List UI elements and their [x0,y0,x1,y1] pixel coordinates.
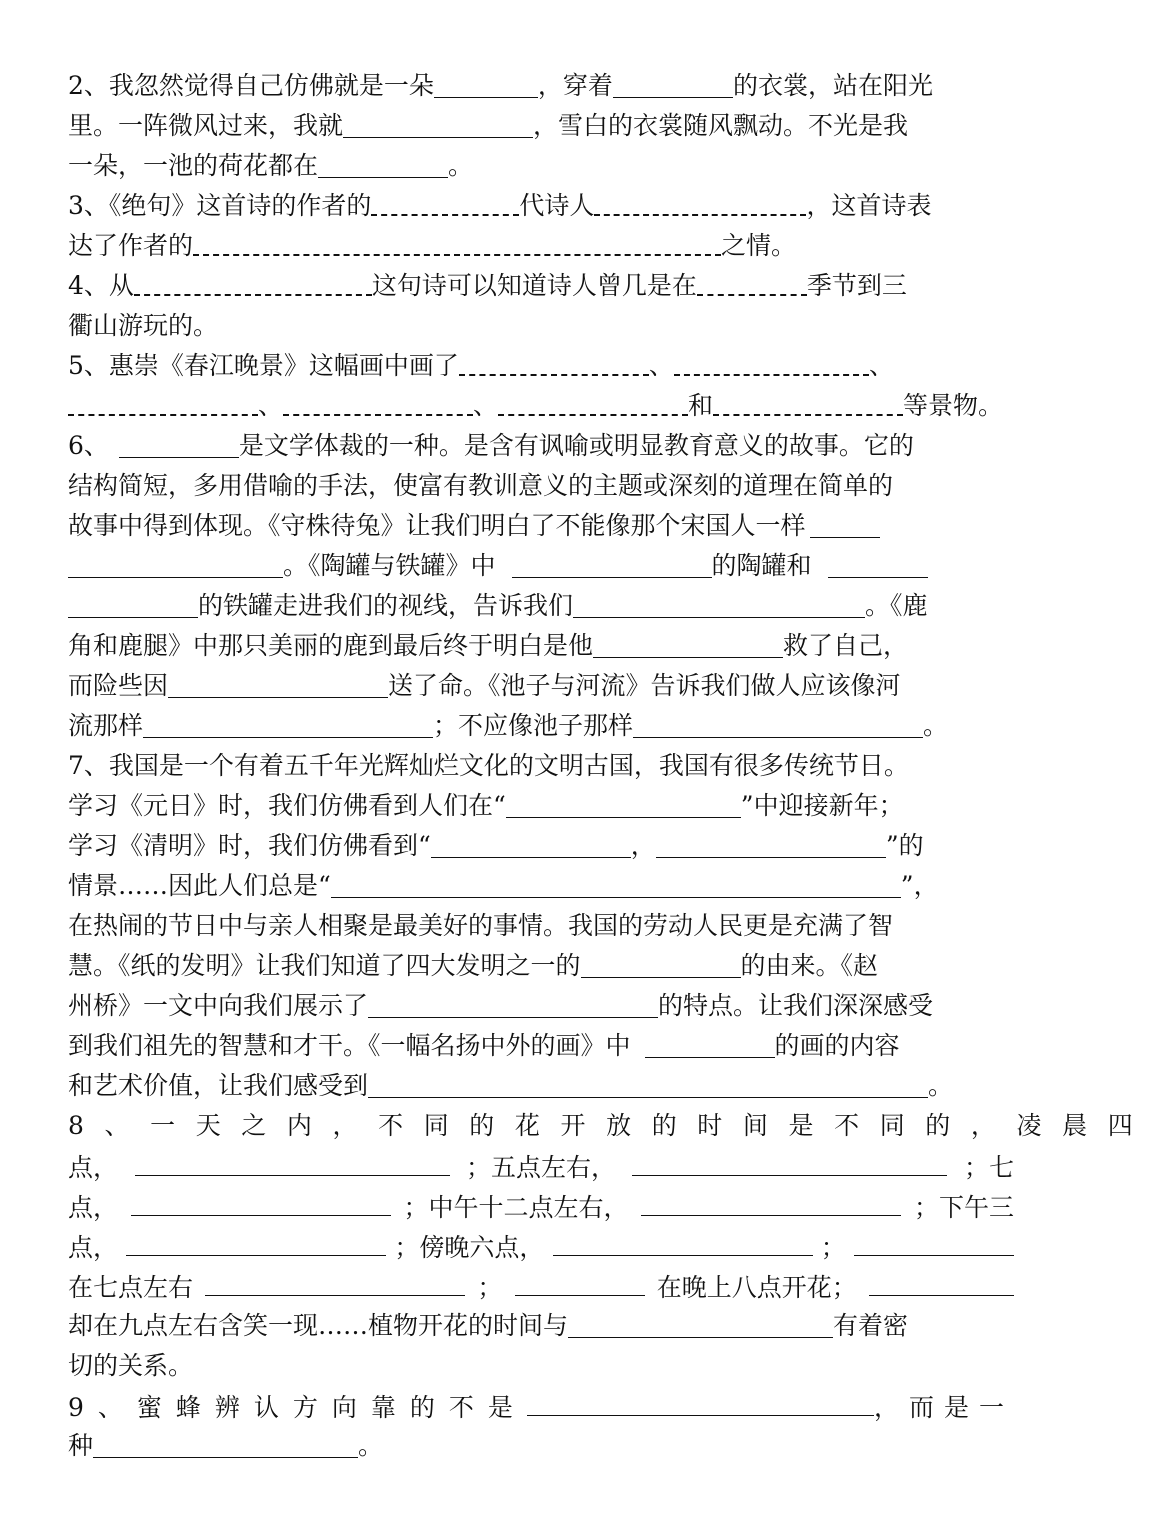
q6-text: 送了命。《池子与河流》告诉我们做人应该像河 [388,671,901,700]
q7-line-7 [68,986,1014,1026]
answer-blank[interactable] [318,148,448,178]
answer-blank[interactable] [368,988,658,1018]
q8-text: ；五点左右， [465,1153,616,1182]
answer-blank[interactable] [434,68,538,98]
q3-text: 达了作者的 [68,231,194,260]
q7-text: 。 [928,1071,954,1100]
answer-blank[interactable] [143,708,433,738]
q9-text: 种 [68,1431,94,1460]
q6-text: 的铁罐走进我们的视线，告诉我们 [198,591,574,620]
q9-line-2 [68,1426,1014,1466]
q8-line-7 [68,1346,1014,1386]
answer-blank[interactable] [134,270,372,296]
q6-text: 结构简短，多用借喻的手法，使富有教训意义的主题或深刻的道理在简单的 [68,471,894,500]
q6-line-2 [68,466,1014,506]
q3-line-2 [68,226,1014,266]
q7-text: 在热闹的节日中与亲人相聚是最美好的事情。我国的劳动人民更是充满了智 [68,911,894,940]
q9-line-1 [68,1386,1014,1426]
q6-text: 是文学体裁的一种。是含有讽喻或明显教育意义的故事。它的 [238,431,914,460]
q2-text: ，穿着 [537,71,613,100]
q4-text: 季节到三 [806,271,907,300]
q2-text: ，雪白的衣裳随风飘动。不光是我 [533,111,909,140]
q8-text: ；下午三 [913,1193,1014,1222]
answer-blank[interactable] [674,350,869,376]
q6-line-1 [68,426,1014,466]
q6-text: 。 [923,711,949,740]
q8-text: 却在九点左右含笑一现……植物开花的时间与 [68,1311,569,1340]
q7-line-4 [68,866,1014,906]
q2-line-1 [68,66,1014,106]
q5-sep: 、 [473,391,499,420]
q5-sep: 、 [868,351,894,380]
q6-line-5 [68,586,1014,626]
q7-text: 学习《清明》时，我们仿佛看到“ [68,831,431,860]
q4-line-2 [68,306,1014,346]
q7-text: 7、我国是一个有着五千年光辉灿烂文化的文明古国，我国有很多传统节日。 [68,751,909,780]
q7-text: ”的 [885,831,924,860]
q7-text: 的画的内容 [774,1031,900,1060]
q5-line-1 [68,346,1014,386]
q2-text: 。 [448,151,474,180]
q5-and: 和 [688,391,714,420]
answer-blank[interactable] [869,1266,1014,1296]
q4-text: 衢山游玩的。 [68,311,219,340]
q8-text: 在晚上八点开花； [656,1273,857,1302]
q3-text: 3、《绝句》这首诗的作者的 [68,191,372,220]
q8-line-3 [68,1186,1014,1226]
q7-line-8 [68,1026,1014,1066]
q5-sep: 、 [648,351,674,380]
answer-blank[interactable] [713,390,903,416]
q3-line-1 [68,186,1014,226]
q7-text: 和艺术价值，让我们感受到 [68,1071,369,1100]
answer-blank[interactable] [527,1386,874,1416]
q6-line-4 [68,546,1014,586]
q8-line-2 [68,1146,1014,1186]
answer-blank[interactable] [135,1146,450,1176]
q9-text: ，而是一 [873,1393,1014,1422]
q6-line-3 [68,506,1014,546]
q5-line-2 [68,386,1014,426]
answer-blank[interactable] [205,1266,465,1296]
answer-blank[interactable] [581,948,741,978]
q5-sep: 、 [258,391,284,420]
q8-text: ；七 [963,1153,1014,1182]
q8-text: 切的关系。 [68,1351,194,1380]
q7-text: 慧。《纸的发明》让我们知道了四大发明之一的 [68,951,581,980]
q8-text: ；中午十二点左右， [403,1193,629,1222]
answer-blank[interactable] [573,588,865,618]
q8-line-6 [68,1306,1014,1346]
q7-text: 到我们祖先的智慧和才干。《一幅名扬中外的画》中 [68,1031,631,1060]
answer-blank[interactable] [193,230,721,256]
answer-blank[interactable] [283,390,473,416]
q8-text: 在七点左右 [68,1273,194,1302]
q2-text: 里。一阵微风过来，我就 [68,111,344,140]
q7-line-9 [68,1066,1014,1106]
answer-blank[interactable] [645,1028,775,1058]
answer-blank[interactable] [632,1146,947,1176]
q7-line-3 [68,826,1014,866]
q7-line-1 [68,746,1014,786]
q6-text: 流那样 [68,711,144,740]
q6-text: 角和鹿腿》中那只美丽的鹿到最后终于明白是他 [68,631,594,660]
answer-blank[interactable] [810,508,880,538]
answer-blank[interactable] [68,548,283,578]
q2-text: 2、我忽然觉得自己仿佛就是一朵 [68,71,434,100]
q6-text: 救了自己， [783,631,909,660]
q4-text: 4、从 [68,271,134,300]
answer-blank[interactable] [331,868,901,898]
answer-blank[interactable] [498,390,688,416]
q4-line-1 [68,266,1014,306]
q7-text: ”， [900,871,939,900]
q5-text: 等景物。 [903,391,1004,420]
q8-text: 点， [68,1233,119,1262]
q7-line-5 [68,906,1014,946]
q2-text: 一朵，一池的荷花都在 [68,151,319,180]
q2-text: 的衣裳，站在阳光 [732,71,933,100]
q2-line-2 [68,106,1014,146]
answer-blank[interactable] [613,68,733,98]
q4-text: 这句诗可以知道诗人曾几是在 [371,271,697,300]
q8-text: 点， [68,1153,119,1182]
answer-blank[interactable] [854,1226,1014,1256]
q5-text: 5、惠崇《春江晚景》这幅画中画了 [68,351,459,380]
q3-text: ，这首诗表 [806,191,932,220]
q8-text: ； [820,1233,846,1262]
answer-blank[interactable] [119,428,239,458]
q7-text: 学习《元日》时，我们仿佛看到人们在“ [68,791,506,820]
answer-blank[interactable] [512,548,712,578]
q7-text: 州桥》一文中向我们展示了 [68,991,369,1020]
q8-line-1 [68,1106,1153,1146]
answer-blank[interactable] [68,588,198,618]
q7-text: ”中迎接新年； [740,791,904,820]
q7-text: ， [630,831,656,860]
answer-blank[interactable] [593,628,783,658]
answer-blank[interactable] [431,828,631,858]
q8-text: 有着密 [833,1311,909,1340]
answer-blank[interactable] [368,1068,928,1098]
q6-text: 。《鹿 [865,591,928,620]
answer-blank[interactable] [697,270,807,296]
q9-text: 9、蜜蜂辨认方向靠的不是 [68,1393,527,1422]
answer-blank[interactable] [553,1226,813,1256]
q8-text: 点， [68,1193,119,1222]
q6-text: 而险些因 [68,671,169,700]
answer-blank[interactable] [568,1308,833,1338]
q8-line-4 [68,1226,1014,1266]
answer-blank[interactable] [506,788,741,818]
answer-blank[interactable] [828,548,928,578]
q7-line-2 [68,786,1014,826]
answer-blank[interactable] [343,108,533,138]
q8-text: ； [477,1273,503,1302]
q8-line-5 [68,1266,1014,1306]
answer-blank[interactable] [459,350,649,376]
q9-text: 。 [358,1431,384,1460]
q8-text: 8、一天之内，不同的花开放的时间是不同的，凌晨四 [68,1111,1153,1140]
q6-text: 故事中得到体现。《守株待兔》让我们明白了不能像那个宋国人一样 [68,511,806,540]
q3-text: 之情。 [721,231,797,260]
answer-blank[interactable] [656,828,886,858]
q6-text: ；不应像池子那样 [433,711,634,740]
answer-blank[interactable] [594,190,806,216]
q6-line-6 [68,626,1014,666]
q8-text: ；傍晚六点， [394,1233,545,1262]
q7-text: 的特点。让我们深深感受 [658,991,934,1020]
answer-blank[interactable] [371,190,519,216]
answer-blank[interactable] [515,1266,645,1296]
answer-blank[interactable] [68,390,258,416]
q7-text: 的由来。《赵 [740,951,879,980]
q7-line-6 [68,946,1014,986]
q2-line-3 [68,146,1014,186]
q6-text: 的陶罐和 [711,551,812,580]
answer-blank[interactable] [633,708,923,738]
q6-line-8 [68,706,1014,746]
q6-text: 。《陶罐与铁罐》中 [283,551,496,580]
answer-blank[interactable] [131,1186,391,1216]
q3-text: 代诗人 [519,191,595,220]
answer-blank[interactable] [168,668,388,698]
answer-blank[interactable] [126,1226,386,1256]
q6-line-7 [68,666,1014,706]
answer-blank[interactable] [93,1428,358,1458]
q6-text: 6、 [68,431,109,460]
q7-text: 情景……因此人们总是“ [68,871,331,900]
answer-blank[interactable] [641,1186,901,1216]
